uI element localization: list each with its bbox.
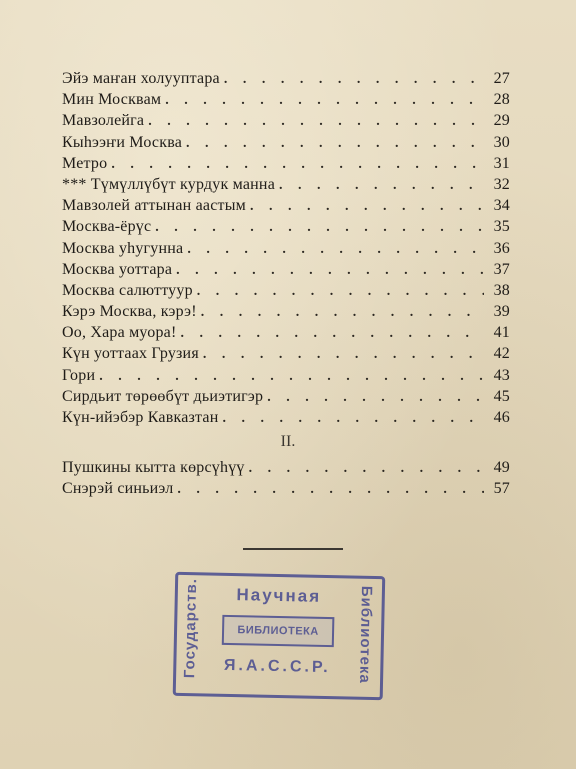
toc-entry-page-number: 34 xyxy=(493,197,510,215)
section-number: II. xyxy=(280,433,296,450)
toc-entry xyxy=(62,409,510,430)
toc-entry xyxy=(62,197,510,218)
toc-entry-page-number: 46 xyxy=(493,409,510,426)
toc-dot-leader xyxy=(267,390,484,406)
toc-dot-leader xyxy=(180,326,484,342)
toc-dot-leader xyxy=(197,284,484,300)
stamp-top-text: Научная xyxy=(236,585,322,606)
toc-dot-leader xyxy=(250,199,484,215)
stamp-bottom-text: Я.А.С.С.Р. xyxy=(223,656,331,677)
toc-entry-page-number: 31 xyxy=(493,154,510,172)
toc-entry-title: Оо, Хара муора! xyxy=(62,324,177,342)
toc-entry xyxy=(62,134,510,155)
toc-entry xyxy=(62,459,510,480)
toc-entry xyxy=(62,112,510,133)
toc-dot-leader xyxy=(224,72,484,88)
toc-entry-title: Күн-ийэбэр Кавказтан xyxy=(62,409,219,426)
toc-entry-page-number: 57 xyxy=(493,480,510,498)
toc-entry xyxy=(62,155,510,176)
stamp-inner-box: БИБЛИОТЕКА xyxy=(222,615,335,647)
toc-entry-title: Мин Москвам xyxy=(62,91,162,109)
toc-entry-title: Москва уоттара xyxy=(62,260,173,278)
toc-entry-page-number: 39 xyxy=(493,303,510,321)
toc-entry-title: Кэрэ Москва, кэрэ! xyxy=(62,303,197,321)
toc-dot-leader xyxy=(99,369,484,385)
toc-entry-title: *** Түмүллүбүт курдук манна xyxy=(62,175,275,193)
toc-dot-leader xyxy=(201,305,484,321)
toc-entry-title: Күн уоттаах Грузия xyxy=(62,345,199,363)
toc-entry-page-number: 41 xyxy=(493,324,510,342)
toc-entry-title: Метро xyxy=(62,154,108,172)
toc-entry-title: Кыһээҥи Москва xyxy=(62,133,183,151)
toc-entry xyxy=(62,367,510,388)
toc-dot-leader xyxy=(148,114,484,130)
toc-dot-leader xyxy=(111,157,484,173)
toc-entry-title: Мавзолей аттынан аастым xyxy=(62,197,246,215)
toc-entry-title: Снэрэй синьиэл xyxy=(62,480,174,498)
toc-entry xyxy=(62,303,510,324)
toc-entry-page-number: 38 xyxy=(493,281,510,299)
toc-entry-page-number: 27 xyxy=(493,70,510,87)
toc-entry-page-number: 30 xyxy=(493,133,510,151)
toc-entry xyxy=(62,176,510,197)
toc-entry-title: Москва уһугунна xyxy=(62,239,184,257)
toc-entry-title: Мавзолейга xyxy=(62,112,145,130)
toc-dot-leader xyxy=(186,136,484,152)
horizontal-rule xyxy=(243,548,343,550)
toc-dot-leader xyxy=(203,347,484,363)
toc-entry-page-number: 49 xyxy=(493,459,510,476)
toc-entry xyxy=(62,480,510,501)
toc-entry xyxy=(62,282,510,303)
table-of-contents xyxy=(62,70,510,430)
toc-dot-leader xyxy=(279,178,484,194)
toc-dot-leader xyxy=(165,93,484,109)
toc-entry xyxy=(62,70,510,91)
toc-entry-page-number: 42 xyxy=(493,345,510,363)
toc-entry-page-number: 28 xyxy=(493,91,510,109)
toc-entry-title: Пушкины кытта көрсүһүү xyxy=(62,459,245,476)
toc-entry-page-number: 36 xyxy=(493,239,510,257)
toc-dot-leader xyxy=(249,461,484,477)
toc-dot-leader xyxy=(176,263,484,279)
toc-entry-page-number: 29 xyxy=(493,112,510,130)
toc-entry xyxy=(62,91,510,112)
toc-entry xyxy=(62,218,510,239)
toc-entry-title: Эйэ маҥан холууптара xyxy=(62,70,220,87)
toc-entry xyxy=(62,261,510,282)
toc-entry-title: Гори xyxy=(62,366,96,384)
toc-entry xyxy=(62,388,510,409)
toc-entry xyxy=(62,324,510,345)
stamp-right-text: Библиотека xyxy=(355,585,376,684)
toc-dot-leader xyxy=(222,411,484,427)
toc-entry-title: Сирдьит төрөөбүт дьиэтигэр xyxy=(62,387,264,405)
toc-dot-leader xyxy=(177,482,484,498)
stamp-left-text: Государств. xyxy=(181,577,201,679)
toc-entry-page-number: 35 xyxy=(493,218,510,236)
toc-entry-title: Москва-ёрүс xyxy=(62,218,152,236)
toc-entry-title: Москва салюттуур xyxy=(62,281,193,299)
library-stamp xyxy=(173,572,384,698)
toc-entry-page-number: 43 xyxy=(493,366,510,384)
toc-entry-page-number: 37 xyxy=(493,260,510,278)
toc-entry xyxy=(62,345,510,366)
table-of-contents-part-2 xyxy=(62,459,510,501)
toc-entry-page-number: 45 xyxy=(493,387,510,405)
toc-entry-page-number: 32 xyxy=(493,175,510,193)
toc-entry xyxy=(62,240,510,261)
toc-dot-leader xyxy=(187,242,484,258)
toc-dot-leader xyxy=(155,220,484,236)
